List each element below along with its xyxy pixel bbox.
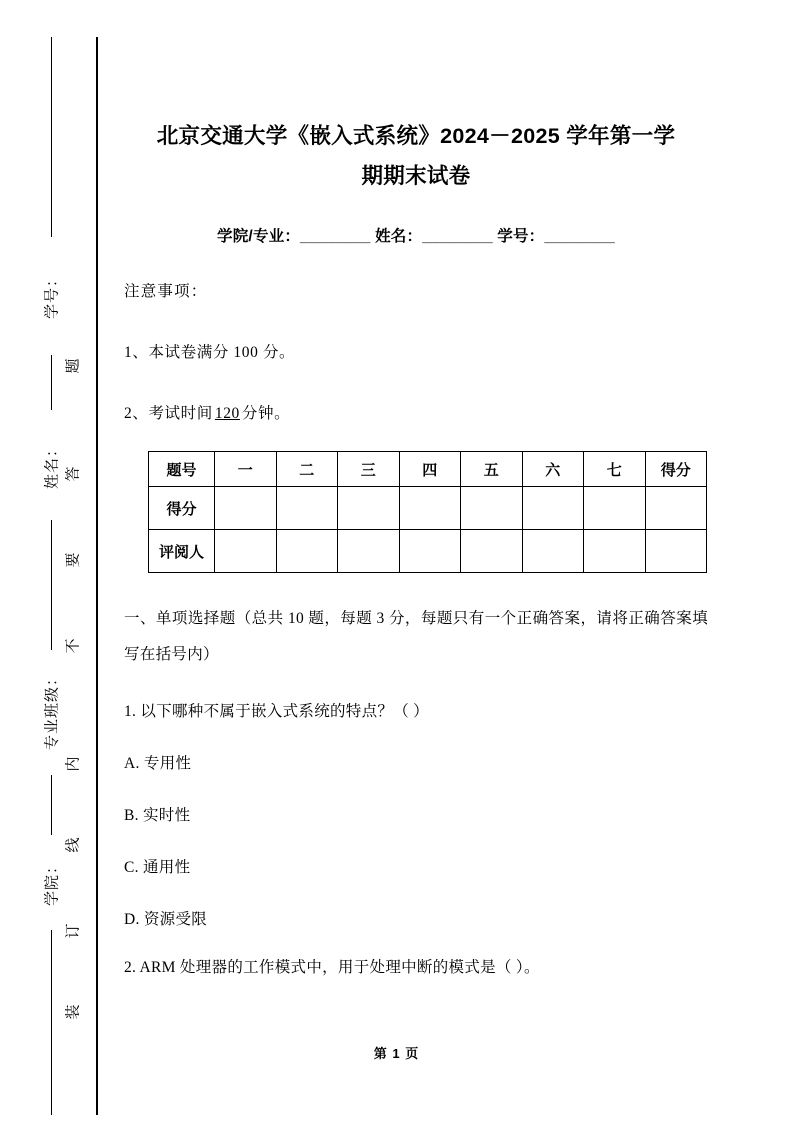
score-cell[interactable] bbox=[522, 487, 584, 530]
notice-item-2-suffix: 分钟。 bbox=[241, 405, 291, 422]
grader-cell[interactable] bbox=[338, 530, 400, 573]
sidebar-thin-rule-5 bbox=[51, 930, 52, 1115]
score-cell[interactable] bbox=[461, 487, 523, 530]
seal-char-4: 内 bbox=[65, 756, 82, 772]
grader-cell[interactable] bbox=[584, 530, 646, 573]
exam-duration-value: 120 bbox=[214, 405, 240, 422]
score-table-header-5: 五 bbox=[461, 452, 523, 487]
notice-item-1: 1、本试卷满分 100 分。 bbox=[124, 344, 296, 361]
binding-sidebar bbox=[0, 0, 96, 1122]
question-1-option-a[interactable]: A. 专用性 bbox=[124, 755, 192, 772]
score-table-header-1: 一 bbox=[215, 452, 277, 487]
seal-char-7: 装 bbox=[65, 1004, 82, 1020]
table-row bbox=[149, 530, 707, 573]
page-title bbox=[124, 0, 708, 196]
score-row-label-pingyueren: 评阅人 bbox=[149, 530, 215, 573]
grader-cell[interactable] bbox=[399, 530, 461, 573]
sidebar-field-xuehao: 学号： bbox=[44, 270, 61, 320]
score-cell[interactable] bbox=[338, 487, 400, 530]
score-table-header-3: 三 bbox=[338, 452, 400, 487]
sidebar-thin-rule-3 bbox=[51, 520, 52, 650]
score-cell[interactable] bbox=[584, 487, 646, 530]
sidebar-thin-rule-2 bbox=[51, 355, 52, 410]
table-row-header bbox=[149, 452, 707, 487]
table-row bbox=[149, 487, 707, 530]
score-table-header-7: 七 bbox=[584, 452, 646, 487]
score-table-header-4: 四 bbox=[399, 452, 461, 487]
question-2: 2. ARM 处理器的工作模式中，用于处理中断的模式是（ ）。 bbox=[124, 959, 540, 976]
question-1: 1. 以下哪种不属于嵌入式系统的特点？（ ） bbox=[124, 703, 429, 720]
sidebar-thin-rule-1 bbox=[51, 37, 52, 237]
seal-char-1: 答 bbox=[65, 466, 82, 482]
notice-item-2 bbox=[124, 362, 708, 423]
sidebar-main-rule bbox=[96, 37, 98, 1115]
score-table-header-2: 二 bbox=[276, 452, 338, 487]
notice-item-2-prefix: 2、考试时间 bbox=[124, 405, 213, 422]
score-row-label-defen: 得分 bbox=[149, 487, 215, 530]
score-table-header-8: 得分 bbox=[645, 452, 707, 487]
score-table-header-6: 六 bbox=[522, 452, 584, 487]
score-table-header-0: 题号 bbox=[149, 452, 215, 487]
student-identity-line: 学院/专业：________ 姓名：________ 学号：________ bbox=[217, 228, 615, 245]
grader-cell[interactable] bbox=[276, 530, 338, 573]
notice-heading: 注意事项： bbox=[124, 283, 208, 300]
grader-cell[interactable] bbox=[522, 530, 584, 573]
question-1-option-c[interactable]: C. 通用性 bbox=[124, 859, 191, 876]
seal-char-0: 题 bbox=[65, 358, 82, 374]
page-title-line-2: 期期末试卷 bbox=[361, 164, 471, 188]
score-cell[interactable] bbox=[399, 487, 461, 530]
section-heading-1: 一、单项选择题（总共 10 题，每题 3 分，每题只有一个正确答案，请将正确答案填写在括号内） bbox=[124, 610, 708, 663]
seal-char-6: 订 bbox=[65, 923, 82, 939]
score-cell[interactable] bbox=[645, 487, 707, 530]
seal-char-5: 线 bbox=[65, 837, 82, 853]
sidebar-field-zhuanyeban: 专业班级： bbox=[44, 669, 61, 751]
seal-char-3: 不 bbox=[65, 638, 82, 654]
seal-char-2: 要 bbox=[65, 552, 82, 568]
sidebar-field-xingming: 姓名： bbox=[44, 440, 61, 490]
score-cell[interactable] bbox=[215, 487, 277, 530]
score-table bbox=[148, 451, 707, 573]
page-footer: 第 1 页 bbox=[373, 1046, 420, 1061]
score-cell[interactable] bbox=[276, 487, 338, 530]
page-title-line-1: 北京交通大学《嵌入式系统》2024－2025 学年第一学 bbox=[156, 124, 676, 148]
sidebar-field-xueyuan: 学院： bbox=[44, 857, 61, 907]
grader-cell[interactable] bbox=[215, 530, 277, 573]
question-1-option-d[interactable]: D. 资源受限 bbox=[124, 911, 208, 928]
sidebar-thin-rule-4 bbox=[51, 775, 52, 835]
question-1-option-b[interactable]: B. 实时性 bbox=[124, 807, 191, 824]
grader-cell[interactable] bbox=[645, 530, 707, 573]
grader-cell[interactable] bbox=[461, 530, 523, 573]
exam-content bbox=[124, 0, 708, 977]
